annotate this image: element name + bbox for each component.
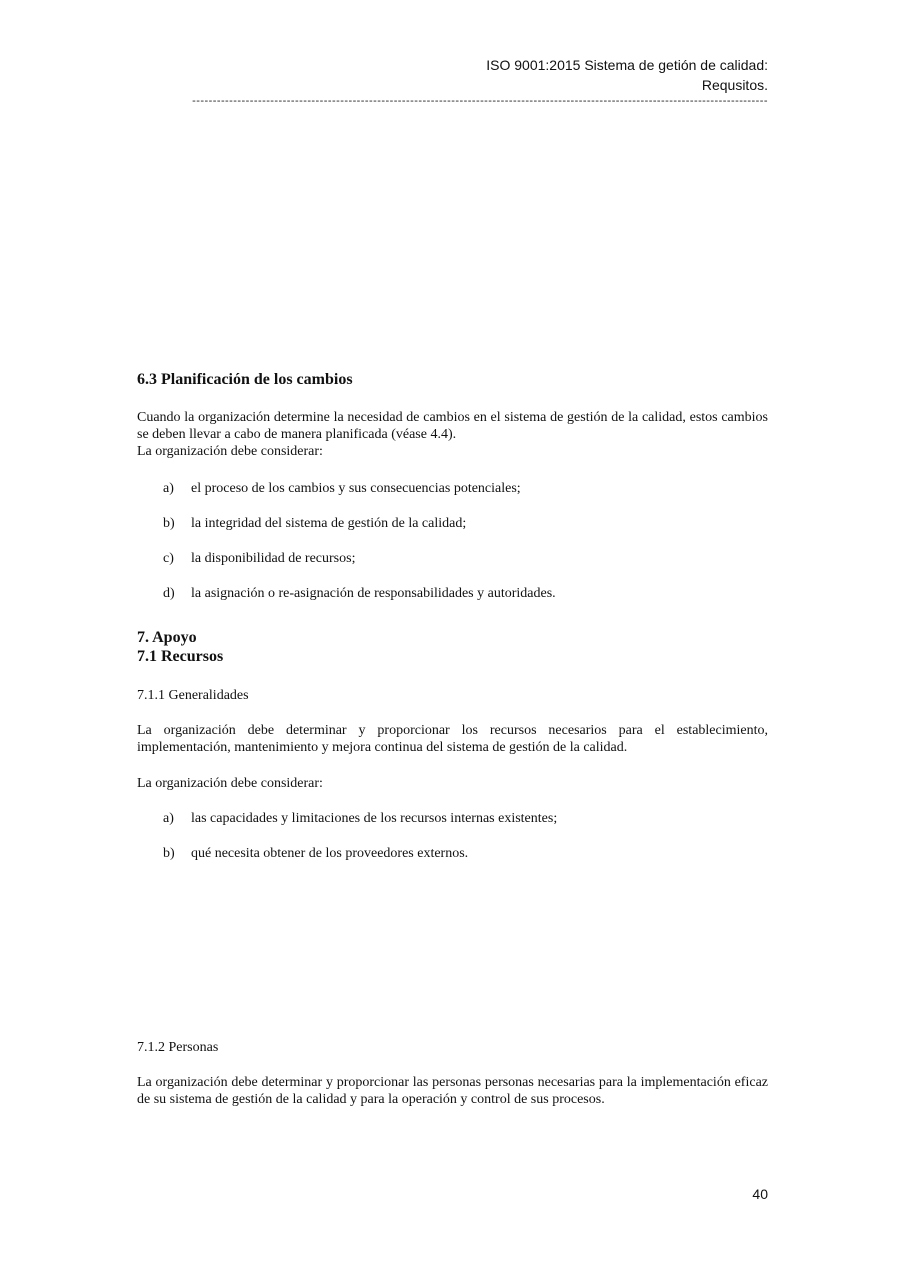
- section-7-1-2-para1: La organización debe determinar y proporcionar las personas personas necesarias para la implementación eficaz de su sistema de gestión de la calidad y para la operación y control de sus procesos.: [137, 1075, 768, 1107]
- list-item: [163, 550, 763, 567]
- list-item-label: a): [163, 811, 174, 826]
- section-7-1-2-title: 7.1.2 Personas: [137, 1040, 219, 1055]
- section-7-1-1-para2: La organización debe considerar:: [137, 776, 323, 791]
- list-item-label: b): [163, 516, 175, 531]
- list-item-label: b): [163, 846, 175, 861]
- page-number: 40: [752, 1186, 768, 1202]
- section-7-heading: 7. Apoyo: [137, 629, 197, 646]
- section-6-3-para2: La organización debe considerar:: [137, 444, 323, 459]
- page-header: [137, 55, 768, 107]
- list-item-label: a): [163, 481, 174, 496]
- section-7-1-heading: 7.1 Recursos: [137, 648, 224, 665]
- header-title-line2: Requsitos.: [701, 77, 768, 93]
- section-7-1-1-para1: La organización debe determinar y proporcionar los recursos necesarios para el establecimiento, implementación, mantenimiento y mejora continua del sistema de gestión de la calidad.: [137, 723, 768, 755]
- section-7-headings: [137, 628, 768, 666]
- list-item: [163, 845, 763, 862]
- list-item-label: c): [163, 551, 174, 566]
- list-item-text: la disponibilidad de recursos;: [191, 551, 356, 566]
- list-item-text: las capacidades y limitaciones de los recursos internas existentes;: [191, 811, 558, 826]
- section-6-3-paragraph: [137, 409, 768, 460]
- header-title-line1: ISO 9001:2015 Sistema de getión de calidad:: [486, 57, 768, 73]
- header-dashed-rule: --------------------------------------------------------------------------------------------------------------------------------------------: [192, 95, 768, 107]
- list-item: [163, 585, 763, 602]
- section-6-3-para1: Cuando la organización determine la necesidad de cambios en el sistema de gestión de la calidad, estos cambios se deben llevar a cabo de manera planificada (véase 4.4).: [137, 410, 768, 442]
- list-item-text: la integridad del sistema de gestión de la calidad;: [191, 516, 467, 531]
- list-item-text: la asignación o re-asignación de responsabilidades y autoridades.: [191, 586, 556, 601]
- list-item-text: qué necesita obtener de los proveedores externos.: [191, 846, 469, 861]
- list-item-label: d): [163, 586, 175, 601]
- list-item: [163, 480, 763, 497]
- list-item: [163, 515, 763, 532]
- list-item-text: el proceso de los cambios y sus consecuencias potenciales;: [191, 481, 521, 496]
- list-item: [163, 810, 763, 827]
- section-6-3-heading: 6.3 Planificación de los cambios: [137, 371, 353, 388]
- section-7-1-1-title: 7.1.1 Generalidades: [137, 688, 249, 703]
